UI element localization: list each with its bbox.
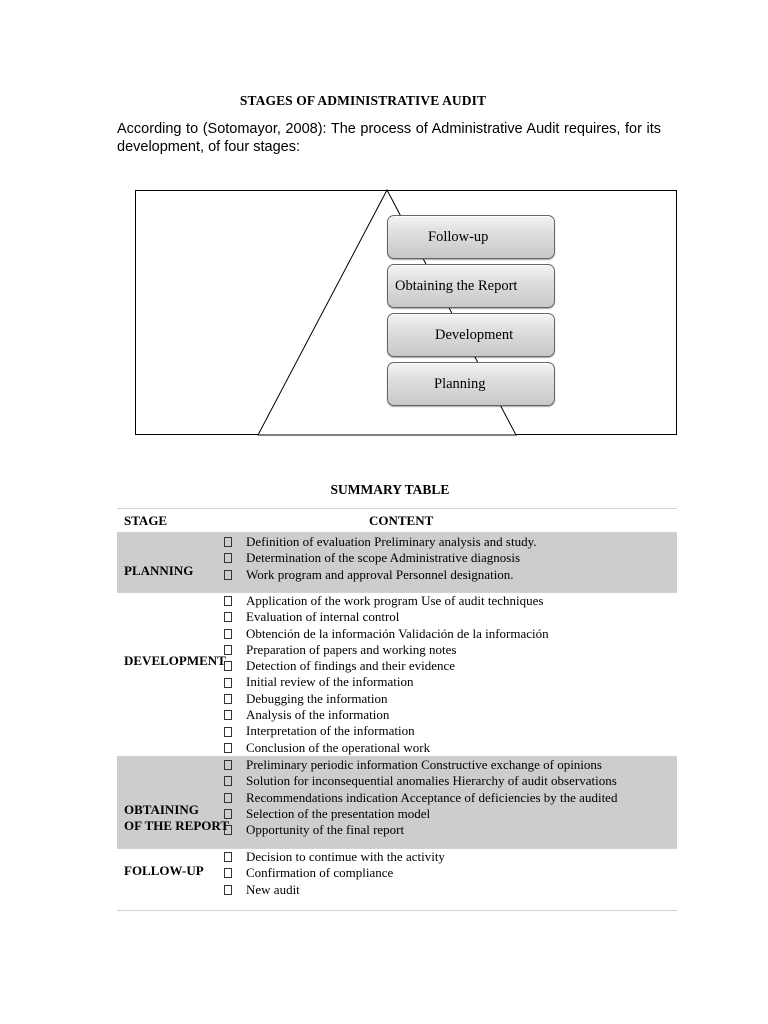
stage-box-development [387,313,555,357]
checkbox-bullet-icon [224,760,232,770]
list-item: Interpretation of the information [224,723,549,739]
checkbox-bullet-icon [224,596,232,606]
stage-column-header: STAGE [124,513,168,528]
list-item: Initial review of the information [224,674,549,690]
list-item: Decision to contimue with the activity [224,849,445,865]
table-header-row [117,508,677,533]
list-item: Obtención de la información Validación de la información [224,626,549,642]
summary-table [117,508,677,911]
checkbox-bullet-icon [224,612,232,622]
list-item: Work program and approval Personnel designation. [224,567,537,583]
content-column-header: CONTENT [369,513,434,528]
checkbox-bullet-icon [224,727,232,737]
checkbox-bullet-icon [224,743,232,753]
stage-box-follow-up [387,215,555,259]
content-list [224,593,549,756]
stage-box-planning [387,362,555,406]
summary-table-title: SUMMARY TABLE [330,482,450,497]
content-list [224,757,617,838]
checkbox-bullet-icon [224,885,232,895]
list-item: Confirmation of compliance [224,865,445,881]
checkbox-bullet-icon [224,553,232,563]
checkbox-bullet-icon [224,776,232,786]
stages-pyramid-figure [135,190,677,435]
list-item: Preparation of papers and working notes [224,642,549,658]
list-item: New audit [224,882,445,898]
stage-box-label: Planning [434,375,486,392]
list-item: Recommendations indication Acceptance of deficiencies by the audited [224,790,617,806]
checkbox-bullet-icon [224,852,232,862]
list-item: Evaluation of internal control [224,609,549,625]
checkbox-bullet-icon [224,570,232,580]
checkbox-bullet-icon [224,629,232,639]
list-item: Determination of the scope Administrative diagnosis [224,550,537,566]
list-item: Conclusion of the operational work [224,740,549,756]
table-row-development [117,593,677,757]
list-item: Detection of findings and their evidence [224,658,549,674]
stage-label: FOLLOW-UP [124,863,204,878]
intro-paragraph: According to (Sotomayor, 2008): The process of Administrative Audit requires, for its development, of four stages: [117,121,661,155]
content-list [224,534,537,583]
stage-label: OBTAINING OF THE REPORT [124,802,230,833]
list-item: Analysis of the information [224,707,549,723]
checkbox-bullet-icon [224,537,232,547]
checkbox-bullet-icon [224,868,232,878]
list-item: Preliminary periodic information Constructive exchange of opinions [224,757,617,773]
list-item: Selection of the presentation model [224,806,617,822]
checkbox-bullet-icon [224,678,232,688]
stage-label: PLANNING [124,563,194,578]
content-list [224,849,445,898]
table-row-obtaining-report [117,757,677,849]
stage-box-label: Development [435,326,514,343]
list-item: Solution for inconsequential anomalies Hierarchy of audit observations [224,773,617,789]
stage-box-obtaining-report [387,264,555,308]
list-item: Debugging the information [224,691,549,707]
list-item: Definition of evaluation Preliminary analysis and study. [224,534,537,550]
checkbox-bullet-icon [224,694,232,704]
stage-box-label: Follow-up [428,228,489,245]
list-item: Application of the work program Use of audit techniques [224,593,549,609]
checkbox-bullet-icon [224,710,232,720]
stage-label: DEVELOPMENT [124,653,226,668]
table-row-follow-up [117,849,677,911]
document-title: STAGES OF ADMINISTRATIVE AUDIT [239,93,487,108]
list-item: Opportunity of the final report [224,822,617,838]
stage-box-label: Obtaining the Report [395,277,518,294]
table-row-planning [117,533,677,593]
